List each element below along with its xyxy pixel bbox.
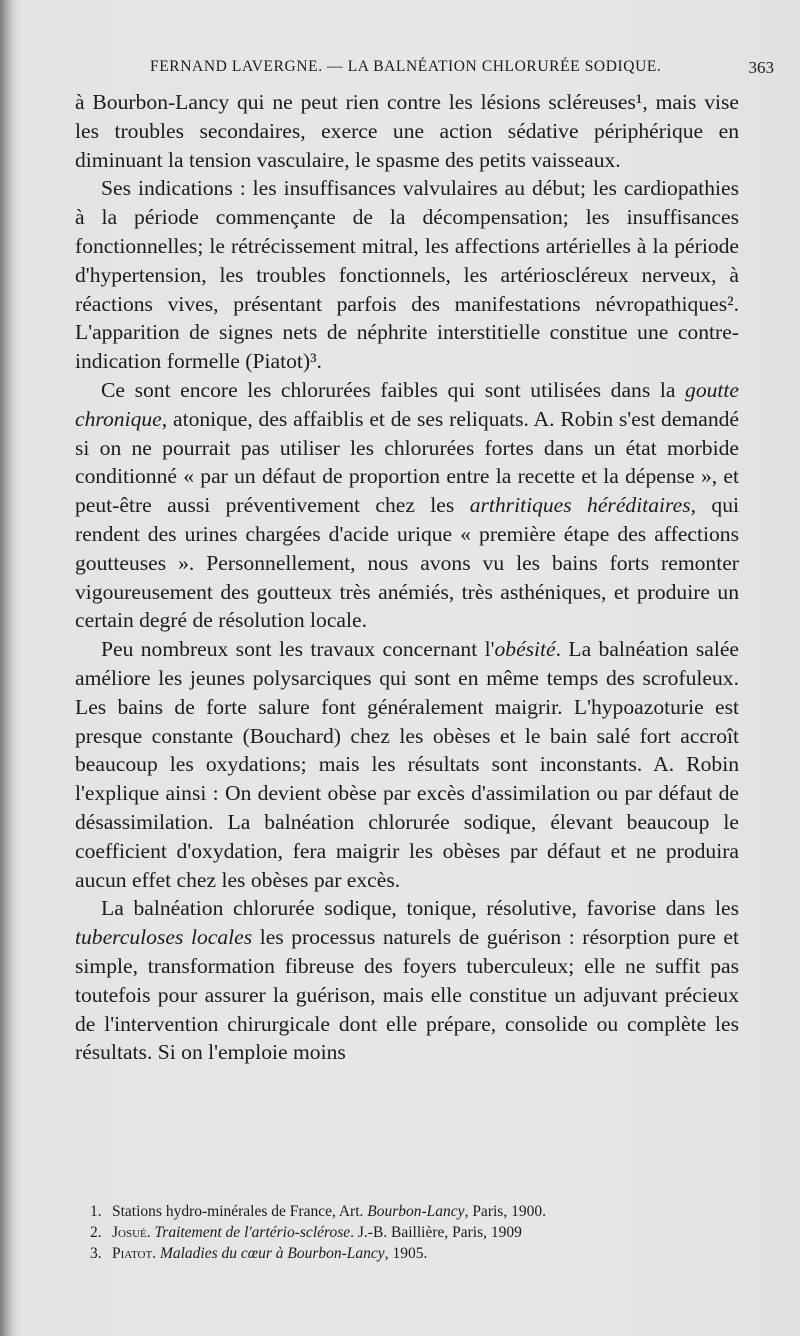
footnote-number: 3.	[90, 1245, 102, 1262]
footnote-text: . J.-B. Baillière, Paris, 1909	[350, 1224, 522, 1241]
paragraph-4-text-b: . La balnéation salée améliore les jeunes polysarciques qui sont en même temps des scrofuleux. Les bains de forte salure font généralement maigrir. L'hypoazoturie est presque constante (Bouchard) chez les obèses et le bain salé fort accroît beaucoup les oxydations; mais les résultats sont inconstants. A. Robin l'explique ainsi : On devient obèse par excès d'assimilation ou par défaut de désassimilation. La balnéation chlorurée sodique, élevant beaucoup le coefficient d'oxydation, fera maigrir les obèses par défaut et ne produira aucun effet chez les obèses par excès.	[75, 637, 739, 892]
footnote-number: 2.	[90, 1224, 102, 1241]
footnote-1	[90, 1201, 740, 1222]
footnote-title: Bourbon-Lancy	[367, 1203, 465, 1220]
paragraph-5-text-a: La balnéation chlorurée sodique, tonique, résolutive, favorise dans les	[101, 896, 739, 921]
footnote-2	[90, 1222, 740, 1243]
emphasis-goutte-chronique: goutte chronique	[75, 377, 739, 431]
paragraph-3-text-b: , atonique, des affaiblis et de ses reliquats. A. Robin s'est demandé si on ne pourrait pas utiliser les chlorurées fortes dans un état morbide conditionné « par un défaut de proportion entre la recette et la dépense », et peut-être aussi préventivement chez les	[75, 406, 739, 518]
footnote-title: Maladies du cœur à Bourbon-Lancy	[159, 1245, 385, 1262]
footnote-text: , 1905.	[384, 1245, 428, 1262]
emphasis-tuberculoses: tuberculoses locales	[75, 925, 253, 950]
running-title: FERNAND LAVERGNE. — LA BALNÉATION CHLORURÉE SODIQUE.	[150, 58, 662, 75]
footnote-text: .	[146, 1224, 155, 1241]
footnote-text: , Paris, 1900.	[464, 1203, 546, 1220]
paragraph-3-text-c: , qui rendent des urines chargées d'acide urique « première étape des affections goutteuses ». Personnellement, nous avons vu les bains forts remonter vigoureusement des goutteux très anémiés, très asthéniques, et produire un certain degré de résolution locale.	[75, 493, 739, 633]
body-text	[75, 88, 739, 1067]
paragraph-3	[75, 376, 739, 635]
emphasis-arthritiques: arthritiques héréditaires	[469, 493, 691, 518]
running-header	[150, 58, 790, 76]
footnote-number: 1.	[90, 1203, 102, 1220]
footnote-author: Piatot	[112, 1245, 153, 1262]
paragraph-5	[75, 894, 739, 1067]
paragraph-5-text-b: les processus naturels de guérison : résorption pure et simple, transformation fibreuse des foyers tuberculeux; elle ne suffit pas toutefois pour assurer la guérison, mais elle constitue un adjuvant précieux de l'intervention chirurgicale dont elle prépare, consolide ou complète les résultats. Si on l'emploie moins	[75, 925, 739, 1065]
page-number: 363	[748, 58, 774, 77]
paragraph-2: Ses indications : les insuffisances valvulaires au début; les cardiopathies à la période commençante de la décompensation; les insuffisances fonctionnelles; le rétrécissement mitral, les affections artérielles à la période d'hypertension, les troubles fonctionnels, les artérioscléreux nerveux, à réactions vives, présentant parfois des manifestations névropathiques². L'apparition de signes nets de néphrite interstitielle constitue une contre-indication formelle (Piatot)³.	[75, 176, 739, 374]
footnote-author: Josué	[112, 1224, 147, 1241]
footnote-3	[90, 1243, 740, 1264]
footnote-text: Stations hydro-minérales de France, Art.	[112, 1203, 368, 1220]
emphasis-obesite: obésité	[494, 637, 556, 662]
footnotes	[90, 1201, 740, 1264]
footnote-text: .	[152, 1245, 160, 1262]
paragraph-3-text-a: Ce sont encore les chlorurées faibles qui sont utilisées dans la	[101, 377, 686, 402]
paragraph-1: à Bourbon-Lancy qui ne peut rien contre les lésions scléreuses¹, mais vise les troubles secondaires, exerce une action sédative périphérique en diminuant la tension vasculaire, le spasme des petits vaisseaux.	[75, 90, 739, 172]
paragraph-4	[75, 635, 739, 894]
paragraph-4-text-a: Peu nombreux sont les travaux concernant l'	[101, 637, 495, 662]
footnote-title: Traitement de l'artério-sclérose	[154, 1224, 351, 1241]
